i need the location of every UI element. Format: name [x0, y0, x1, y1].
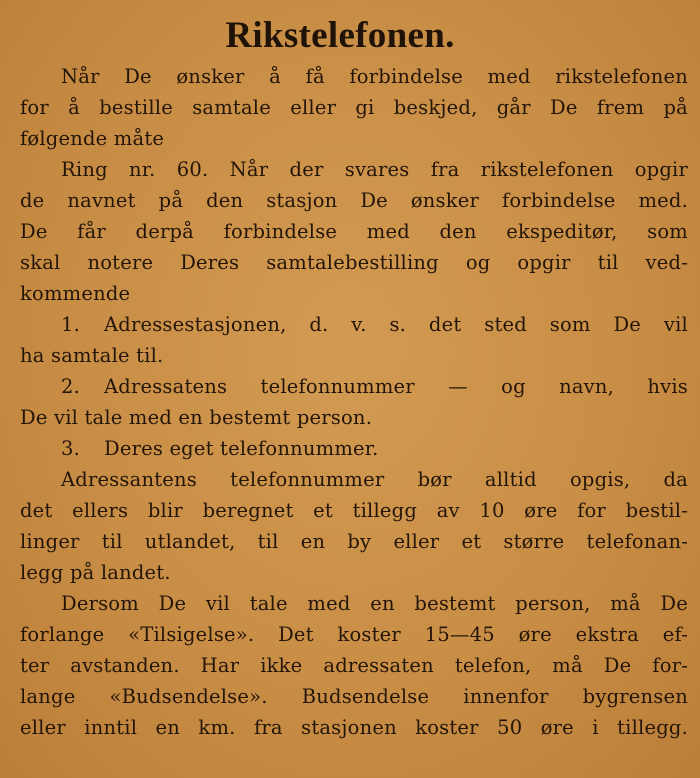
list-item-3: [20, 433, 688, 464]
list-number: 2.: [61, 375, 81, 398]
text-line: lange «Budsendelse». Budsendelse innenfor bygrensen: [20, 685, 688, 708]
list-number: 1.: [61, 313, 81, 336]
list-number: 3.: [61, 437, 81, 460]
text-line: legg på landet.: [20, 561, 171, 584]
text-line: De vil tale med en bestemt person.: [20, 406, 373, 429]
page-title: Rikstelefonen.: [225, 15, 455, 56]
text-line: skal notere Deres samtalebestilling og opgir til ved-: [20, 251, 688, 274]
text-line: de navnet på den stasjon De ønsker forbindelse med.: [20, 189, 688, 212]
document-body: [20, 61, 688, 743]
text-line: kommende: [20, 282, 131, 305]
text-line: Ring nr. 60. Når der svares fra rikstelefonen opgir: [61, 158, 688, 181]
text-line: Adressantens telefonnummer bør alltid opgis, da: [61, 468, 688, 491]
text-line: for å bestille samtale eller gi beskjed, går De frem på: [20, 96, 688, 119]
text-line: linger til utlandet, til en by eller et større telefonan-: [20, 530, 688, 553]
list-item-text: Adressestasjonen, d. v. s. det sted som De vil: [104, 313, 688, 336]
list-item-text: Deres eget telefonnummer.: [104, 437, 379, 460]
text-line: De får derpå forbindelse med den ekspeditør, som: [20, 220, 688, 243]
text-line: forlange «Tilsigelse». Det koster 15—45 øre ekstra ef-: [20, 623, 688, 646]
text-line: ha samtale til.: [20, 344, 164, 367]
text-line: eller inntil en km. fra stasjonen koster 50 øre i tillegg.: [20, 716, 688, 739]
list-item-text: Adressatens telefonnummer — og navn, hvis: [104, 375, 688, 398]
text-line: det ellers blir beregnet et tillegg av 10 øre for bestil-: [20, 499, 688, 522]
list-item-1: [20, 309, 688, 340]
text-line: Dersom De vil tale med en bestemt person, må De: [61, 592, 688, 615]
text-line: Når De ønsker å få forbindelse med rikstelefonen: [61, 65, 688, 88]
list-item-2: [20, 371, 688, 402]
text-line: følgende måte: [20, 127, 165, 150]
text-line: ter avstanden. Har ikke adressaten telefon, må De for-: [20, 654, 688, 677]
